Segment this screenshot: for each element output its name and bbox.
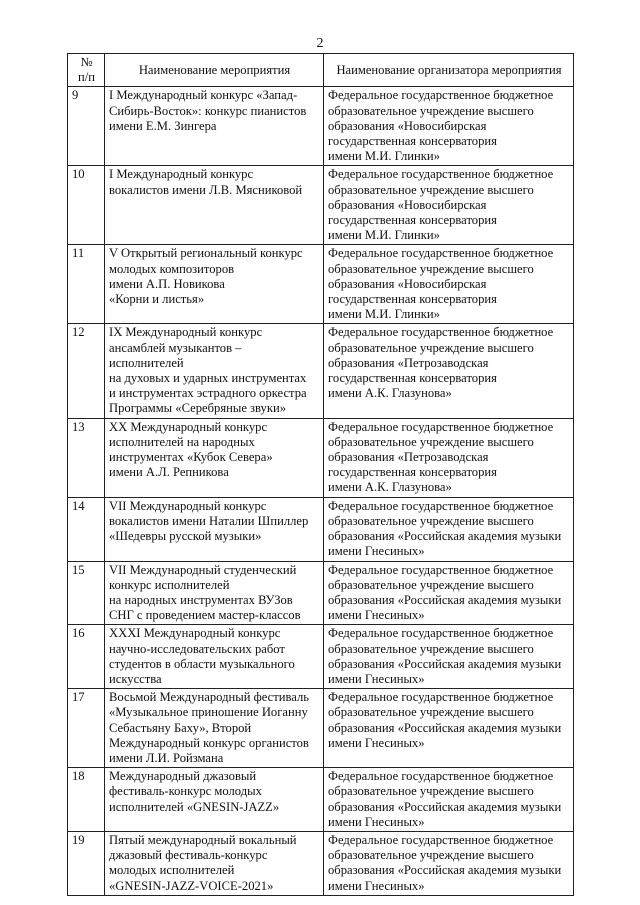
organizer-name-line: образовательное учреждение высшего [328,340,534,355]
event-name-cell [105,768,324,832]
header-number [68,54,105,87]
event-name-line: молодых исполнителей [109,863,235,878]
organizer-name-cell [324,561,574,625]
event-name-line: вокалистов имени Л.В. Мясниковой [109,182,303,197]
organizer-name-line: Федеральное государственное бюджетное [328,690,554,705]
header-organizer-name: Наименование организатора мероприятия [324,54,574,87]
organizer-name-line: имени М.И. Глинки» [328,149,440,164]
table-row [68,324,574,418]
event-name-line: V Открытый региональный конкурс [109,246,303,261]
row-number: 12 [68,324,105,418]
event-name-line: VII Международный студенческий [109,562,297,577]
event-name-line: I Международный конкурс «Запад- [109,88,298,103]
event-name-cell [105,324,324,418]
organizer-name-line: государственная консерватория [328,134,497,149]
organizer-name-line: образования «Петрозаводская [328,450,489,465]
event-name-line: Восьмой Международный фестиваль [109,690,309,705]
organizer-name-cell [324,418,574,497]
table-row [68,561,574,625]
event-name-cell [105,87,324,166]
row-number: 16 [68,625,105,689]
organizer-name-line: образовательное учреждение высшего [328,641,534,656]
organizer-name-cell [324,166,574,245]
event-name-line: VII Международный конкурс [109,498,267,513]
row-number: 17 [68,689,105,768]
event-name-line: «Музыкальное приношение Иоганну [109,705,308,720]
event-name-cell [105,831,324,895]
organizer-name-cell [324,87,574,166]
page-number: 2 [316,36,324,51]
organizer-name-line: образовательное учреждение высшего [328,848,534,863]
row-number: 11 [68,245,105,324]
organizer-name-cell [324,245,574,324]
event-name-line: «Шедевры русской музыки» [109,529,262,544]
table-row [68,831,574,895]
event-name-line: Себастьяну Баху», Второй [109,720,252,735]
table-row [68,497,574,561]
event-name-line: инструментах «Кубок Севера» [109,450,273,465]
event-name-cell [105,418,324,497]
organizer-name-line: образования «Российская академия музыки [328,592,562,607]
organizer-name-line: имени Гнесиных» [328,671,425,686]
event-name-line: конкурс исполнителей [109,577,230,592]
organizer-name-line: образовательное учреждение высшего [328,261,534,276]
organizer-name-line: Федеральное государственное бюджетное [328,325,554,340]
organizer-name-line: Федеральное государственное бюджетное [328,832,554,847]
event-name-line: имени А.П. Новикова [109,276,225,291]
organizer-name-line: образования «Новосибирская [328,276,487,291]
organizer-name-line: имени А.К. Глазунова» [328,386,452,401]
organizer-name-line: Федеральное государственное бюджетное [328,769,554,784]
event-name-line: Программы «Серебряные звуки» [109,401,286,416]
event-name-line: ансамблей музыкантов – [109,340,242,355]
event-name-line: искусства [109,671,162,686]
organizer-name-line: имени А.К. Глазунова» [328,480,452,495]
organizer-name-line: образования «Новосибирская [328,197,487,212]
organizer-name-line: Федеральное государственное бюджетное [328,419,554,434]
table-row [68,689,574,768]
organizer-name-line: образования «Российская академия музыки [328,799,562,814]
event-name-line: исполнителей [109,355,184,370]
organizer-name-line: образовательное учреждение высшего [328,513,534,528]
row-number: 14 [68,497,105,561]
event-name-line: исполнителей на народных [109,434,255,449]
organizer-name-line: государственная консерватория [328,292,497,307]
organizer-name-line: образования «Российская академия музыки [328,656,562,671]
organizer-name-line: имени М.И. Глинки» [328,228,440,243]
organizer-name-line: имени М.И. Глинки» [328,307,440,322]
organizer-name-line: имени Гнесиных» [328,878,425,893]
organizer-name-line: образовательное учреждение высшего [328,103,534,118]
event-name-line: студентов в области музыкального [109,656,295,671]
event-name-line: имени А.Л. Репникова [109,465,229,480]
header-event-name: Наименование мероприятия [105,54,324,87]
organizer-name-line: образовательное учреждение высшего [328,705,534,720]
organizer-name-cell [324,831,574,895]
organizer-name-line: Федеральное государственное бюджетное [328,562,554,577]
event-name-line: «GNESIN-JAZZ-VOICE-2021» [109,878,274,893]
event-name-line: Международный конкурс органистов [109,735,309,750]
event-name-line: I Международный конкурс [109,167,254,182]
event-name-cell [105,497,324,561]
organizer-name-line: государственная консерватория [328,465,497,480]
event-name-cell [105,561,324,625]
event-name-line: на духовых и ударных инструментах [109,371,307,386]
event-name-line: Международный джазовый [109,769,257,784]
table-header-row [68,54,574,87]
event-name-line: XX Международный конкурс [109,419,268,434]
organizer-name-line: имени Гнесиных» [328,608,425,623]
event-name-line: джазовый фестиваль-конкурс [109,848,268,863]
row-number: 13 [68,418,105,497]
organizer-name-line: образования «Российская академия музыки [328,720,562,735]
organizer-name-line: образования «Петрозаводская [328,355,489,370]
event-name-line: Пятый международный вокальный [109,832,297,847]
event-name-line: молодых композиторов [109,261,235,276]
organizer-name-cell [324,768,574,832]
event-name-line: «Корни и листья» [109,292,205,307]
organizer-name-line: имени Гнесиных» [328,544,425,559]
organizer-name-line: образовательное учреждение высшего [328,784,534,799]
organizer-name-cell [324,625,574,689]
event-name-cell [105,166,324,245]
event-name-cell [105,625,324,689]
organizer-name-line: имени Гнесиных» [328,735,425,750]
organizer-name-cell [324,689,574,768]
organizer-name-line: образования «Российская академия музыки [328,863,562,878]
event-name-line: Сибирь-Восток»: конкурс пианистов [109,103,307,118]
event-name-line: вокалистов имени Наталии Шпиллер [109,513,309,528]
organizer-name-line: образования «Российская академия музыки [328,529,562,544]
organizer-name-line: Федеральное государственное бюджетное [328,167,554,182]
organizer-name-line: государственная консерватория [328,371,497,386]
organizer-name-line: государственная консерватория [328,213,497,228]
table-row [68,768,574,832]
event-name-line: имени Л.И. Ройзмана [109,750,224,765]
event-name-cell [105,245,324,324]
event-name-line: СНГ с проведением мастер-классов [109,608,301,623]
organizer-name-line: Федеральное государственное бюджетное [328,498,554,513]
row-number: 9 [68,87,105,166]
organizer-name-line: образования «Новосибирская [328,118,487,133]
table-row [68,166,574,245]
event-name-cell [105,689,324,768]
event-name-line: фестиваль-конкурс молодых [109,784,262,799]
header-number-symbol: № [80,55,93,69]
table-row [68,245,574,324]
organizer-name-line: образовательное учреждение высшего [328,182,534,197]
organizer-name-line: Федеральное государственное бюджетное [328,246,554,261]
event-name-line: и инструментах эстрадного оркестра [109,386,307,401]
row-number: 19 [68,831,105,895]
event-name-line: XXXI Международный конкурс [109,626,281,641]
organizer-name-cell [324,324,574,418]
organizer-name-line: образовательное учреждение высшего [328,434,534,449]
table-row [68,87,574,166]
events-table [67,53,574,896]
event-name-line: IX Международный конкурс [109,325,263,340]
organizer-name-line: Федеральное государственное бюджетное [328,88,554,103]
event-name-line: научно-исследовательских работ [109,641,285,656]
event-name-line: на народных инструментах ВУЗов [109,592,293,607]
row-number: 15 [68,561,105,625]
table-row [68,625,574,689]
organizer-name-line: Федеральное государственное бюджетное [328,626,554,641]
organizer-name-cell [324,497,574,561]
organizer-name-line: образовательное учреждение высшего [328,577,534,592]
organizer-name-line: имени Гнесиных» [328,814,425,829]
event-name-line: имени Е.М. Зингера [109,118,217,133]
event-name-line: исполнителей «GNESIN-JAZZ» [109,799,280,814]
row-number: 18 [68,768,105,832]
row-number: 10 [68,166,105,245]
table-row [68,418,574,497]
header-number-abbr: п/п [78,70,95,85]
